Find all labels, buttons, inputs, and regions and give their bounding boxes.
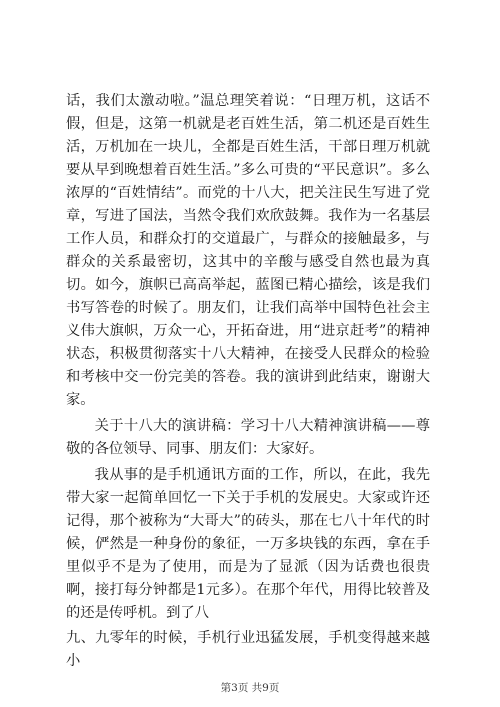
paragraph-phone-history: 我从事的是手机通讯方面的工作，所以，在此，我先带大家一起简单回忆一下关于手机的发展史。大家或许还记得，那个被称为“大哥大”的砖头，那在七八十年代的时候，俨然是一种身份的象征，一万多块钱的东西，拿在手里似乎不是为了使用，而是为了显派（因为话费也很贵啊，接打每分钟都是1元多）。在那个年代，用得比较普及的还是传呼机。到了八	[66, 466, 430, 621]
paragraph-speech-ending: 话，我们太激动啦。”温总理笑着说：“日理万机，这话不假，但是，这第一机就是老百姓生活，第二机还是百姓生活，万机加在一块儿，全都是百姓生活，干部日理万机就要从早到晚想着百姓生活。”多么可贵的“平民意识”。多么浓厚的“百姓情结”。而党的十八大，把关注民生写进了党章，写进了国法，当然令我们欢欣鼓舞。我作为一名基层工作人员，和群众打的交道最广，与群众的接触最多，与群众的关系最密切，这其中的辛酸与感受自然也最为真切。如今，旗帜已高高举起，蓝图已精心描绘，该是我们书写答卷的时候了。朋友们，让我们高举中国特色社会主义伟大旗帜，万众一心，开拓奋进，用“进京赶考”的精神状态，积极贯彻落实十八大精神，在接受人民群众的检验和考核中交一份完美的答卷。我的演讲到此结束，谢谢大家。	[66, 93, 430, 408]
body-text	[66, 90, 430, 673]
page-number-footer: 第3页 共9页	[220, 682, 280, 694]
paragraph-phone-history-continued: 九、九零年的时候，手机行业迅猛发展，手机变得越来越小	[66, 630, 430, 670]
paragraph-speech-heading: 关于十八大的演讲稿：学习十八大精神演讲稿——尊敬的各位领导、同事、朋友们：大家好。	[66, 417, 430, 457]
